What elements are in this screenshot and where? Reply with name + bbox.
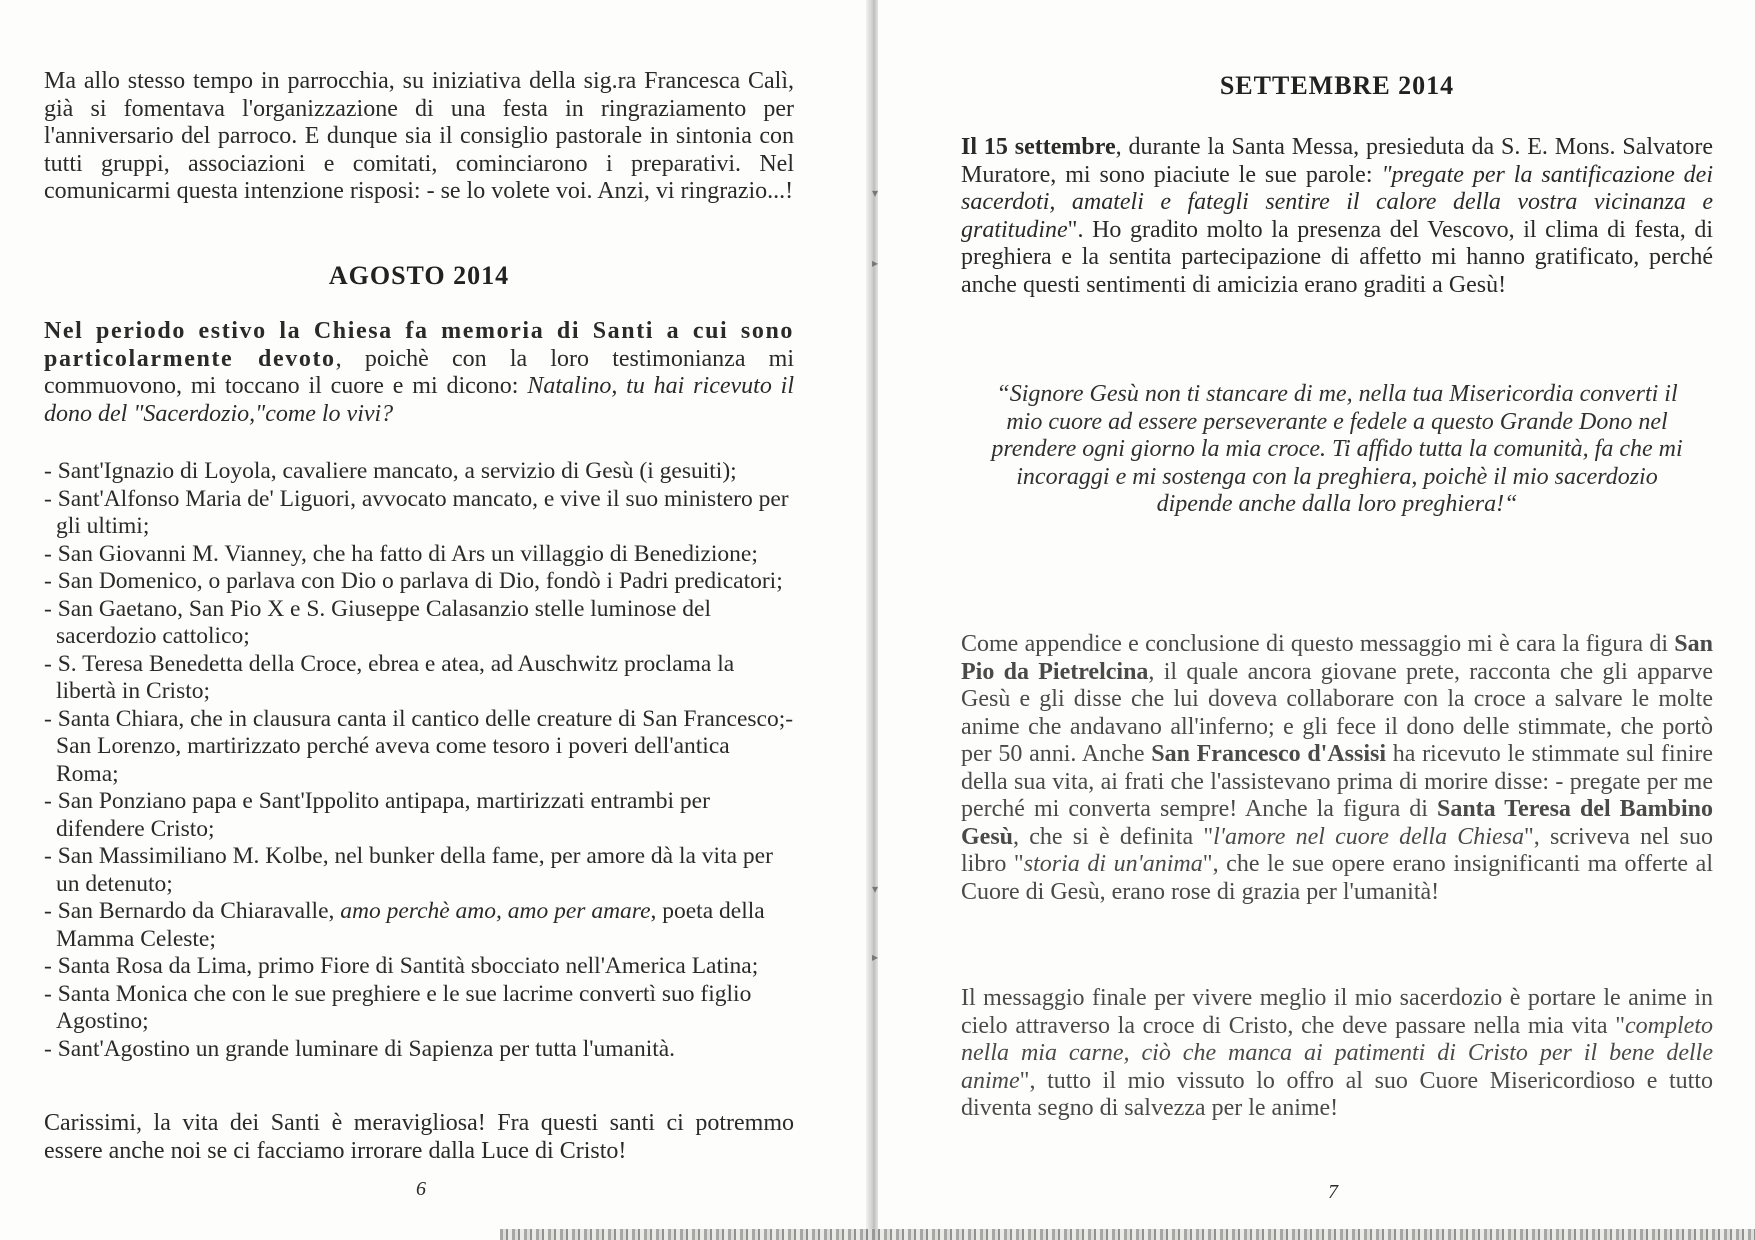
binding-mark: ▾ (872, 882, 879, 896)
lead-italic: Natalino, tu hai ricevuto il dono del "Sacerdozio,"come lo vivi? (44, 373, 794, 427)
binding-mark: ▸ (872, 256, 879, 270)
p2-text: ", scriveva nel suo libro " (961, 823, 1713, 877)
closing-paragraph: Carissimi, la vita dei Santi è meravigliosa! Fra questi santi ci potremmo essere anche noi se ci facciamo irrorare dalla Luce di Cristo! (44, 1110, 794, 1164)
p2-text: , il quale ancora giovane prete, racconta che gli apparve Gesù e gli disse che lui doveva collaborare con la croce a salvare le molte anime che andavano all'inferno; e gli fece il dono delle stimmate, che portò per 50 anni. Anche (961, 658, 1713, 767)
p2-text: , che si è definita " (1013, 823, 1214, 850)
date-bold: Il 15 settembre (961, 134, 1116, 160)
list-item: - San Massimiliano M. Kolbe, nel bunker della fame, per amore dà la vita per un detenuto; (44, 843, 773, 897)
santa-teresa-bold: Santa Teresa del Bambino Gesù (961, 796, 1714, 850)
p2-text: ha ricevuto le stimmate sul finire della sua vita, ai frati che l'assistevano prima di morire disse: - pregate per me perché mi converta sempre! Anche la figura di (961, 741, 1714, 822)
list-item: - Santa Chiara, che in clausura canta il cantico delle creature di San Francesco;- San Lorenzo, martirizzato perché aveva come tesoro i poveri dell'antica Roma; (44, 705, 794, 787)
list-item: - San Gaetano, San Pio X e S. Giuseppe Calasanzio stelle luminose del sacerdozio cattolico; (44, 595, 712, 649)
august-lead-paragraph (44, 318, 794, 428)
p3-text: Il messaggio finale per vivere meglio il mio sacerdozio è portare le anime in cielo attraverso la croce di Cristo, che deve passare nella mia vita " (961, 985, 1713, 1039)
prayer-line: “Signore Gesù non ti stancare di me, nella tua Misericordia converti il (996, 381, 1678, 407)
prayer-line: mio cuore ad essere perseverante e fedele a questo Grande Dono nel (1006, 408, 1668, 435)
page-number-right: 7 (1328, 1181, 1338, 1203)
september-paragraph (961, 134, 1713, 299)
list-item (44, 898, 794, 953)
binding-mark: ▸ (872, 950, 879, 964)
list-item: - Sant'Alfonso Maria de' Liguori, avvocato mancato, e vive il suo ministero per gli ultimi; (44, 485, 789, 539)
list-item: - Santa Monica che con le sue preghiere e le sue lacrime convertì suo figlio Agostino; (44, 980, 752, 1034)
san-pio-bold: San Pio da Pietrelcina (961, 631, 1713, 685)
prayer-line: prendere ogni giorno la mia croce. Ti affido tutta la comunità, fa che mi (991, 436, 1683, 462)
list-item: - San Giovanni M. Vianney, che ha fatto di Ars un villaggio di Benedizione; (44, 540, 758, 567)
prayer-line: incoraggi e mi sostenga con la preghiera, poichè il mio sacerdozio (1016, 463, 1658, 490)
bernardo-italic: amo perchè amo, amo per amare (340, 898, 651, 924)
bernardo-prefix: - San Bernardo da Chiaravalle, (44, 898, 341, 924)
saints-list (44, 458, 794, 1063)
list-item: - S. Teresa Benedetta della Croce, ebrea e atea, ad Auschwitz proclama la libertà in Cristo; (44, 650, 735, 704)
list-item: - San Domenico, o parlava con Dio o parlava di Dio, fondò i Padri predicatori; (44, 568, 783, 594)
prayer-line: dipende anche dalla loro preghiera!“ (1156, 491, 1518, 517)
august-heading: AGOSTO 2014 (328, 261, 510, 290)
binding-mark: ▾ (872, 186, 879, 200)
bishop-quote: "pregate per la santificazione dei sacerdoti, amateli e fategli sentire il calore della vostra vicinanza e gratitudine (961, 161, 1713, 243)
p2-text: ", che le sue opere erano insignificanti ma offerte al Cuore di Gesù, erano rose di grazia per l'umanità! (961, 851, 1713, 905)
list-item: - San Ponziano papa e Sant'Ippolito antipapa, martirizzati entrambi per difendere Cristo; (44, 788, 710, 842)
p1-text: , durante la Santa Messa, presieduta da S. E. Mons. Salvatore Muratore, mi sono piaciute le sue parole: (961, 134, 1713, 188)
list-item: - Sant'Ignazio di Loyola, cavaliere mancato, a servizio di Gesù (i gesuiti); (44, 458, 737, 484)
san-francesco-bold: San Francesco d'Assisi (1151, 741, 1387, 767)
bernardo-suffix: , poeta della Mamma Celeste; (56, 898, 765, 952)
p3-italic: completo nella mia carne, ciò che manca ai patimenti di Cristo per il bene delle anime (961, 1012, 1713, 1094)
left-page (0, 0, 870, 1240)
prayer-block (961, 381, 1713, 519)
page-number-left: 6 (416, 1178, 426, 1200)
lead-bold: Nel periodo estivo la Chiesa fa memoria di Santi a cui sono particolarmente devoto (44, 318, 794, 372)
p3-text: ", tutto il mio vissuto lo offro al suo Cuore Misericordioso e tutto diventa segno di salvezza per le anime! (961, 1067, 1713, 1121)
page-bottom-edge (500, 1229, 1755, 1240)
list-item: - Santa Rosa da Lima, primo Fiore di Santità sbocciato nell'America Latina; (44, 953, 759, 979)
appendix-paragraph (961, 631, 1713, 906)
list-item: - Sant'Agostino un grande luminare di Sapienza per tutta l'umanità. (44, 1035, 676, 1062)
p2-italic: storia di un'anima (1023, 851, 1203, 877)
p1-end: ". Ho gradito molto la presenza del Vescovo, il clima di festa, di preghiera e la sentita partecipazione di affetto mi hanno gratificato, perché anche questi sentimenti di amicizia erano graditi a Gesù! (961, 216, 1713, 298)
lead-text: , poichè con la loro testimonianza mi commuovono, mi toccano il cuore e mi dicono: (44, 345, 794, 399)
september-heading: SETTEMBRE 2014 (1219, 71, 1455, 100)
right-page (872, 0, 1755, 1240)
p2-text: Come appendice e conclusione di questo messaggio mi è cara la figura di (961, 631, 1675, 657)
final-message-paragraph (961, 985, 1713, 1123)
p2-italic: l'amore nel cuore della Chiesa (1213, 823, 1524, 850)
intro-paragraph: Ma allo stesso tempo in parrocchia, su iniziativa della sig.ra Francesca Calì, già si fomentava l'organizzazione di una festa in ringraziamento per l'anniversario del parroco. E dunque sia il consiglio pastorale in sintonia con tutti gruppi, associazioni e comitati, cominciarono i preparativi. Nel comunicarmi questa intenzione risposi: - se lo volete voi. Anzi, vi ringrazio...! (44, 68, 794, 204)
